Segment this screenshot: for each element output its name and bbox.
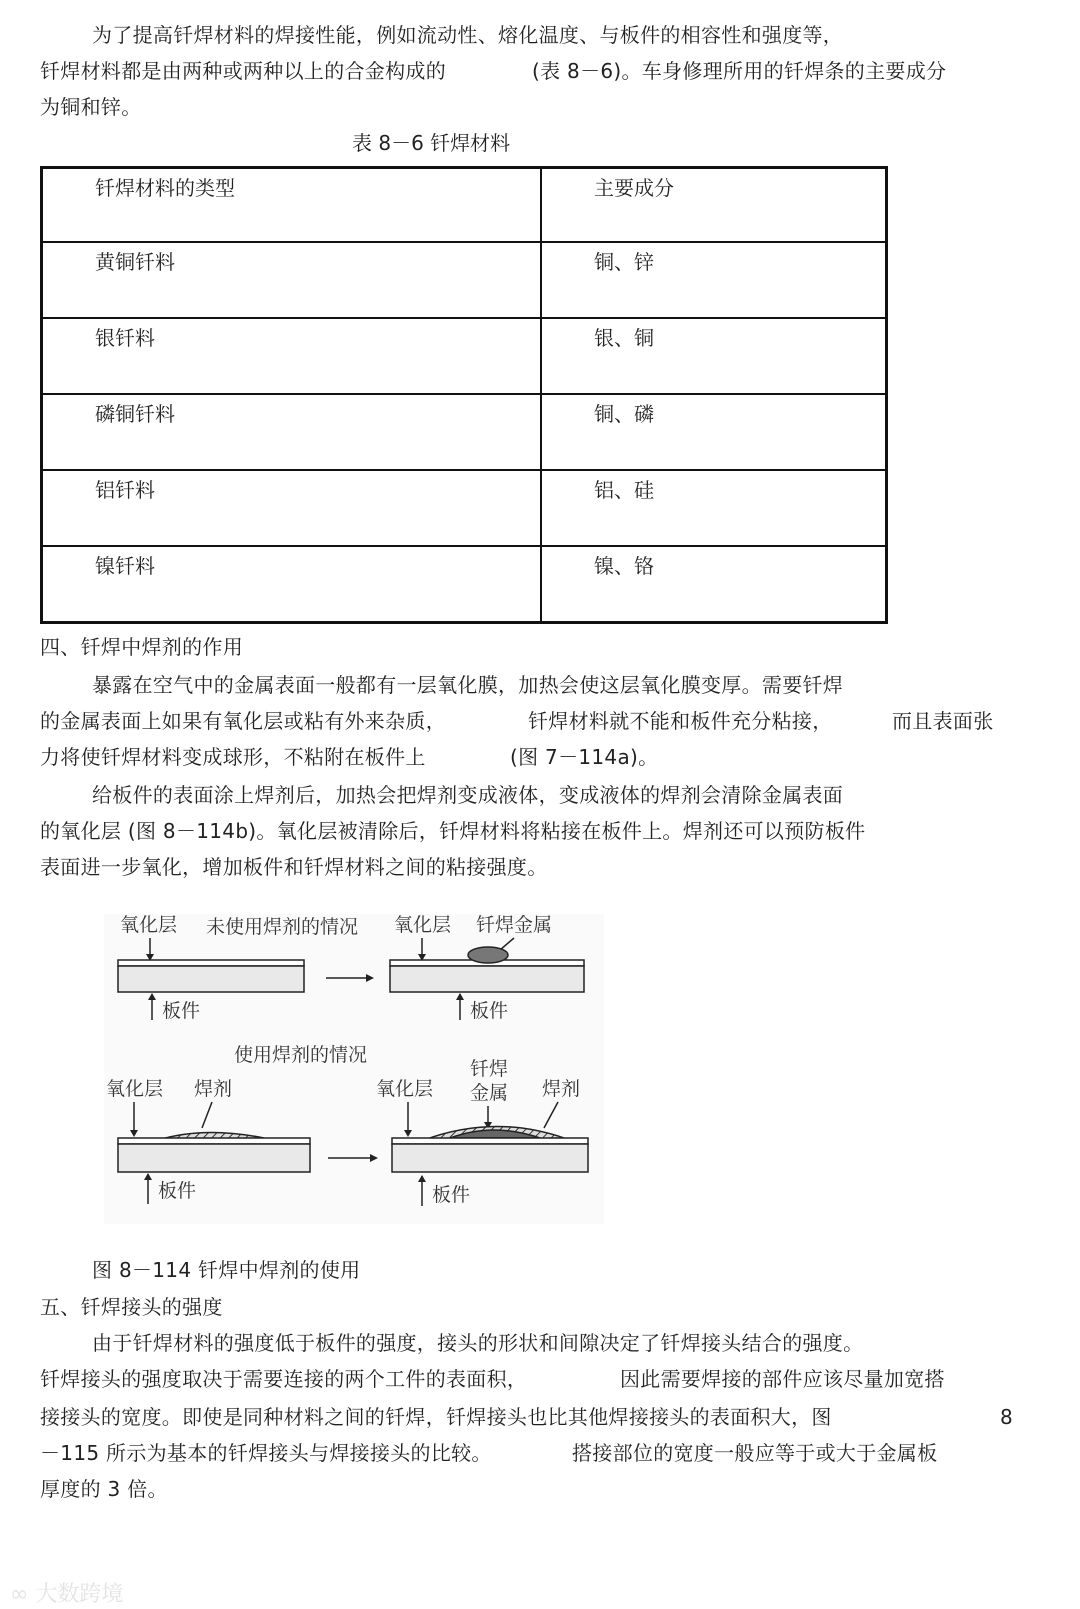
panel-top-right	[390, 966, 584, 992]
table-header-row	[42, 168, 887, 243]
section5-line1: 由于钎焊材料的强度低于板件的强度，接头的形状和间隙决定了钎焊接头结合的强度。	[92, 1331, 864, 1355]
figure-top-title: 未使用焊剂的情况	[206, 916, 359, 939]
brazing-metal-label-bottom-l2: 金属	[470, 1082, 509, 1105]
section5-line5: 厚度的 3 倍。	[40, 1477, 168, 1501]
table-cell-composition: 铜、锌	[594, 250, 655, 274]
section5-line2b: 因此需要焊接的部件应该尽量加宽搭	[620, 1367, 945, 1391]
table-cell-type: 镍钎料	[95, 554, 155, 578]
watermark-text: 大数跨境	[35, 1582, 124, 1607]
section5-heading: 五、钎焊接头的强度	[40, 1295, 223, 1319]
panel-label-top-right: 板件	[470, 1000, 509, 1023]
brazing-metal-label-bottom-l1: 钎焊	[470, 1058, 509, 1081]
section5-line4a: －115 所示为基本的钎焊接头与焊接接头的比较。	[40, 1441, 492, 1465]
oxide-label-bottom-right: 氧化层	[376, 1078, 434, 1101]
table-cell-type: 磷铜钎料	[95, 402, 175, 426]
watermark-logo-icon: ∞	[10, 1582, 29, 1607]
figure-bottom-title: 使用焊剂的情况	[234, 1044, 368, 1067]
intro-line-2a: 钎焊材料都是由两种或两种以上的合金构成的	[40, 59, 446, 83]
watermark	[10, 1577, 123, 1608]
section5-line3b: 8	[1000, 1405, 1014, 1429]
table-cell-composition: 银、铜	[594, 326, 655, 350]
panel-label-bottom-left: 板件	[158, 1180, 197, 1203]
panel-bottom-right	[392, 1144, 588, 1172]
section4-heading: 四、钎焊中焊剂的作用	[40, 635, 243, 659]
table-row	[42, 318, 887, 394]
section4-p2-line1: 给板件的表面涂上焊剂后，加热会把焊剂变成液体，变成液体的焊剂会清除金属表面	[92, 783, 844, 807]
panel-label-top-left: 板件	[162, 1000, 201, 1023]
figure-caption: 图 8－114 钎焊中焊剂的使用	[92, 1258, 361, 1282]
table-cell-type: 黄铜钎料	[95, 250, 175, 274]
section4-p1-line1: 暴露在空气中的金属表面一般都有一层氧化膜，加热会使这层氧化膜变厚。需要钎焊	[92, 673, 844, 697]
intro-line-1: 为了提高钎焊材料的焊接性能，例如流动性、熔化温度、与板件的相容性和强度等，	[92, 23, 844, 47]
table-cell-composition: 铝、硅	[594, 478, 655, 502]
table-cell-type: 铝钎料	[95, 478, 155, 502]
oxide-layer-bottom-left	[118, 1138, 310, 1144]
table-cell-type: 银钎料	[95, 326, 155, 350]
panel-top-left	[118, 966, 304, 992]
intro-line-2b: (表 8－6)。车身修理所用的钎焊条的主要成分	[532, 59, 947, 83]
oxide-label-bottom-left: 氧化层	[106, 1078, 164, 1101]
section4-p2-line3: 表面进一步氧化，增加板件和钎焊材料之间的粘接强度。	[40, 855, 548, 879]
section5-line3a: 接接头的宽度。即使是同种材料之间的钎焊，钎焊接头也比其他焊接接头的表面积大，图	[40, 1405, 832, 1429]
table-cell-composition: 镍、铬	[594, 554, 655, 578]
section4-p1-line3a: 力将使钎焊材料变成球形，不粘附在板件上	[40, 745, 426, 769]
brazing-metal-ball	[468, 947, 508, 963]
section4-p2-line2: 的氧化层 (图 8－114b)。氧化层被清除后，钎焊材料将粘接在板件上。焊剂还可以预防板件	[40, 819, 866, 843]
section4-p1-line2b: 钎焊材料就不能和板件充分粘接，	[528, 709, 833, 733]
panel-bottom-left	[118, 1144, 310, 1172]
section5-line4b: 搭接部位的宽度一般应等于或大于金属板	[572, 1441, 938, 1465]
flux-usage-figure	[104, 914, 634, 1236]
table-row	[42, 470, 887, 546]
section4-p1-line2a: 的金属表面上如果有氧化层或粘有外来杂质，	[40, 709, 446, 733]
table-cell-composition: 铜、磷	[594, 402, 655, 426]
oxide-layer-top-left	[118, 960, 304, 966]
table-header-composition: 主要成分	[594, 176, 675, 200]
brazing-materials-table	[40, 166, 888, 624]
oxide-label-top-left: 氧化层	[120, 914, 178, 937]
table-caption: 表 8－6 钎焊材料	[352, 131, 511, 155]
table-header-type: 钎焊材料的类型	[95, 176, 235, 200]
section5-line2a: 钎焊接头的强度取决于需要连接的两个工件的表面积，	[40, 1367, 528, 1391]
oxide-label-top-right: 氧化层	[394, 914, 452, 937]
table-row	[42, 546, 887, 623]
table-row	[42, 242, 887, 318]
table-row	[42, 394, 887, 470]
section4-p1-line2c: 而且表面张	[892, 709, 994, 733]
oxide-layer-bottom-right	[392, 1138, 588, 1144]
flux-label-bottom-right: 焊剂	[542, 1078, 581, 1101]
panel-label-bottom-right: 板件	[432, 1184, 471, 1207]
flux-label-bottom-left: 焊剂	[194, 1078, 233, 1101]
intro-line-3: 为铜和锌。	[40, 95, 142, 119]
section4-p1-line3b: (图 7－114a)。	[510, 745, 659, 769]
brazing-metal-label-top: 钎焊金属	[476, 914, 553, 937]
